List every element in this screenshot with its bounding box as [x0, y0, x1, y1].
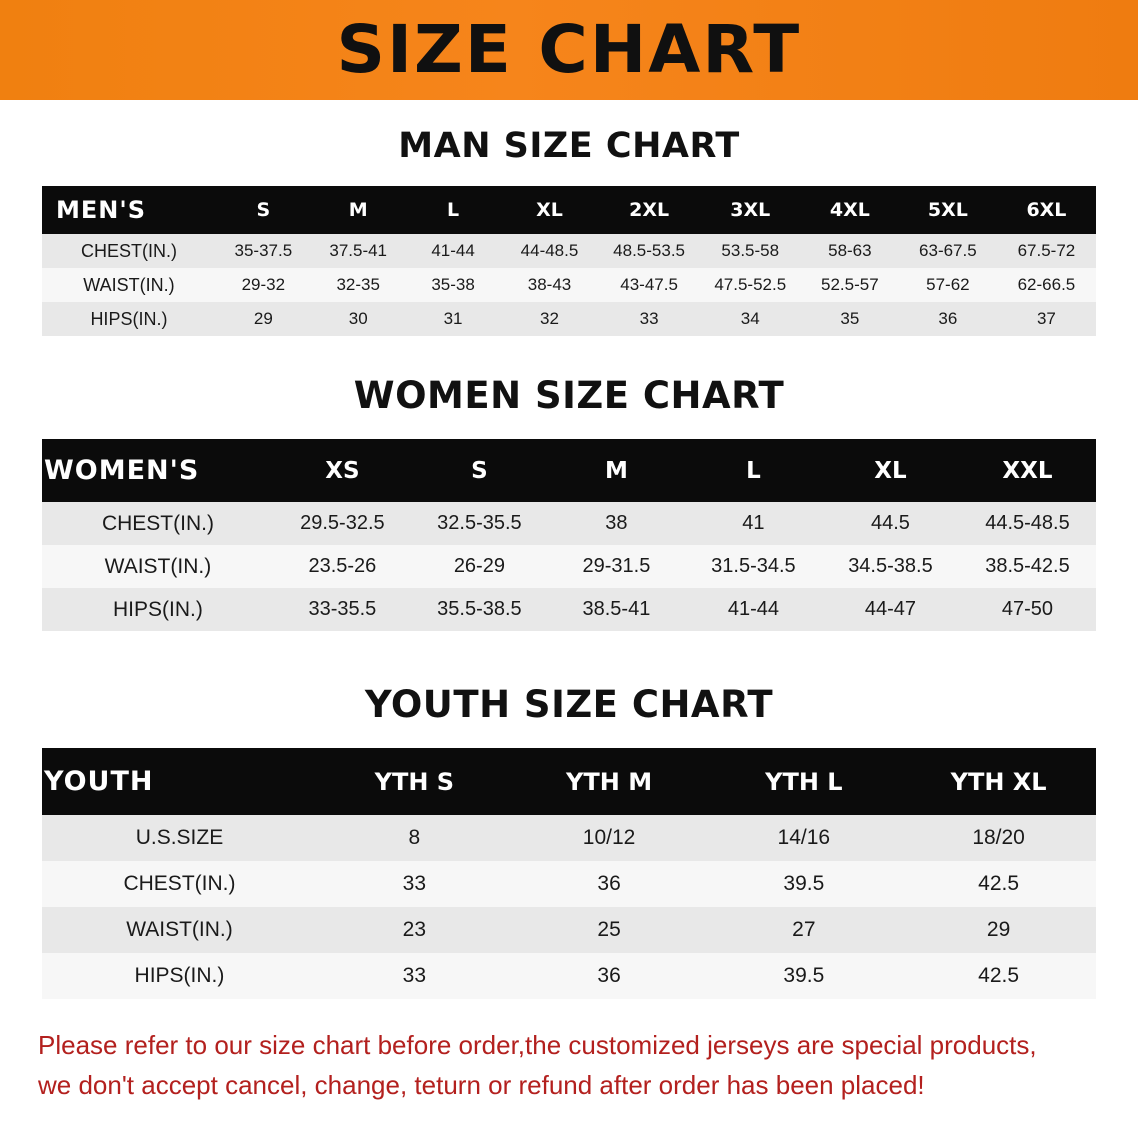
cell: 29.5-32.5	[274, 502, 411, 545]
col-header-label: WOMEN'S	[42, 439, 274, 502]
table-row	[42, 588, 1096, 631]
cell: 38.5-41	[548, 588, 685, 631]
col-header-yth-xl: YTH XL	[901, 748, 1096, 815]
cell: 33	[317, 861, 512, 907]
cell: 39.5	[706, 861, 901, 907]
col-header-s: S	[411, 439, 548, 502]
table-row	[42, 953, 1096, 999]
table-row	[42, 545, 1096, 588]
disclaimer-note	[38, 1025, 1100, 1106]
youth-size-table-wrap	[42, 748, 1096, 999]
col-header-m: M	[311, 186, 406, 234]
cell: 33	[599, 302, 700, 336]
col-header-xs: XS	[274, 439, 411, 502]
cell: 53.5-58	[700, 234, 801, 268]
cell: 37.5-41	[311, 234, 406, 268]
cell: 37	[997, 302, 1096, 336]
cell: 32-35	[311, 268, 406, 302]
cell: 42.5	[901, 861, 1096, 907]
cell: 67.5-72	[997, 234, 1096, 268]
cell: 44-47	[822, 588, 959, 631]
youth-section-heading: YOUTH SIZE CHART	[364, 683, 774, 726]
col-header-2xl: 2XL	[599, 186, 700, 234]
col-header-yth-l: YTH L	[706, 748, 901, 815]
cell: 26-29	[411, 545, 548, 588]
table-row	[42, 815, 1096, 861]
col-header-xl: XL	[822, 439, 959, 502]
cell: 35-37.5	[216, 234, 311, 268]
cell: 29-32	[216, 268, 311, 302]
cell: 38-43	[500, 268, 598, 302]
cell: 23	[317, 907, 512, 953]
cell: 31	[406, 302, 501, 336]
row-label: CHEST(IN.)	[42, 861, 317, 907]
cell: 44.5-48.5	[959, 502, 1096, 545]
cell: 8	[317, 815, 512, 861]
table-row	[42, 302, 1096, 336]
cell: 14/16	[706, 815, 901, 861]
size-chart-banner	[0, 0, 1138, 100]
col-header-6xl: 6XL	[997, 186, 1096, 234]
table-header-row	[42, 186, 1096, 234]
cell: 29-31.5	[548, 545, 685, 588]
cell: 36	[512, 861, 707, 907]
col-header-m: M	[548, 439, 685, 502]
page-title: SIZE CHART	[336, 11, 802, 88]
man-section-heading: MAN SIZE CHART	[398, 126, 740, 166]
women-size-table-wrap	[42, 439, 1096, 631]
row-label: HIPS(IN.)	[42, 588, 274, 631]
row-label: WAIST(IN.)	[42, 907, 317, 953]
cell: 30	[311, 302, 406, 336]
col-header-s: S	[216, 186, 311, 234]
cell: 35-38	[406, 268, 501, 302]
cell: 18/20	[901, 815, 1096, 861]
cell: 47-50	[959, 588, 1096, 631]
cell: 41	[685, 502, 822, 545]
man-size-table	[42, 186, 1096, 336]
man-size-table-wrap	[42, 186, 1096, 336]
cell: 23.5-26	[274, 545, 411, 588]
table-header-row	[42, 439, 1096, 502]
row-label: HIPS(IN.)	[42, 953, 317, 999]
row-label: WAIST(IN.)	[42, 268, 216, 302]
women-section-heading: WOMEN SIZE CHART	[353, 374, 785, 417]
cell: 57-62	[899, 268, 997, 302]
cell: 25	[512, 907, 707, 953]
cell: 35	[801, 302, 899, 336]
cell: 38.5-42.5	[959, 545, 1096, 588]
cell: 27	[706, 907, 901, 953]
table-row	[42, 861, 1096, 907]
col-header-xxl: XXL	[959, 439, 1096, 502]
cell: 36	[899, 302, 997, 336]
col-header-label: YOUTH	[42, 748, 317, 815]
cell: 34.5-38.5	[822, 545, 959, 588]
cell: 33	[317, 953, 512, 999]
table-header-row	[42, 748, 1096, 815]
cell: 41-44	[406, 234, 501, 268]
cell: 29	[216, 302, 311, 336]
cell: 39.5	[706, 953, 901, 999]
cell: 36	[512, 953, 707, 999]
col-header-l: L	[406, 186, 501, 234]
col-header-yth-s: YTH S	[317, 748, 512, 815]
cell: 33-35.5	[274, 588, 411, 631]
cell: 29	[901, 907, 1096, 953]
disclaimer-line-1: Please refer to our size chart before order,the customized jerseys are special products,	[38, 1030, 1037, 1060]
cell: 41-44	[685, 588, 822, 631]
cell: 63-67.5	[899, 234, 997, 268]
cell: 58-63	[801, 234, 899, 268]
row-label: U.S.SIZE	[42, 815, 317, 861]
cell: 32.5-35.5	[411, 502, 548, 545]
col-header-l: L	[685, 439, 822, 502]
youth-size-table	[42, 748, 1096, 999]
cell: 47.5-52.5	[700, 268, 801, 302]
col-header-label: MEN'S	[42, 186, 216, 234]
cell: 31.5-34.5	[685, 545, 822, 588]
cell: 38	[548, 502, 685, 545]
cell: 44-48.5	[500, 234, 598, 268]
cell: 43-47.5	[599, 268, 700, 302]
cell: 44.5	[822, 502, 959, 545]
row-label: CHEST(IN.)	[42, 234, 216, 268]
disclaimer-line-2: we don't accept cancel, change, teturn or refund after order has been placed!	[38, 1070, 925, 1101]
cell: 10/12	[512, 815, 707, 861]
cell: 62-66.5	[997, 268, 1096, 302]
cell: 34	[700, 302, 801, 336]
col-header-yth-m: YTH M	[512, 748, 707, 815]
row-label: CHEST(IN.)	[42, 502, 274, 545]
table-row	[42, 268, 1096, 302]
col-header-5xl: 5XL	[899, 186, 997, 234]
table-row	[42, 234, 1096, 268]
cell: 48.5-53.5	[599, 234, 700, 268]
col-header-3xl: 3XL	[700, 186, 801, 234]
cell: 32	[500, 302, 598, 336]
col-header-4xl: 4XL	[801, 186, 899, 234]
cell: 52.5-57	[801, 268, 899, 302]
row-label: HIPS(IN.)	[42, 302, 216, 336]
table-row	[42, 502, 1096, 545]
col-header-xl: XL	[500, 186, 598, 234]
women-size-table	[42, 439, 1096, 631]
cell: 42.5	[901, 953, 1096, 999]
cell: 35.5-38.5	[411, 588, 548, 631]
row-label: WAIST(IN.)	[42, 545, 274, 588]
table-row	[42, 907, 1096, 953]
